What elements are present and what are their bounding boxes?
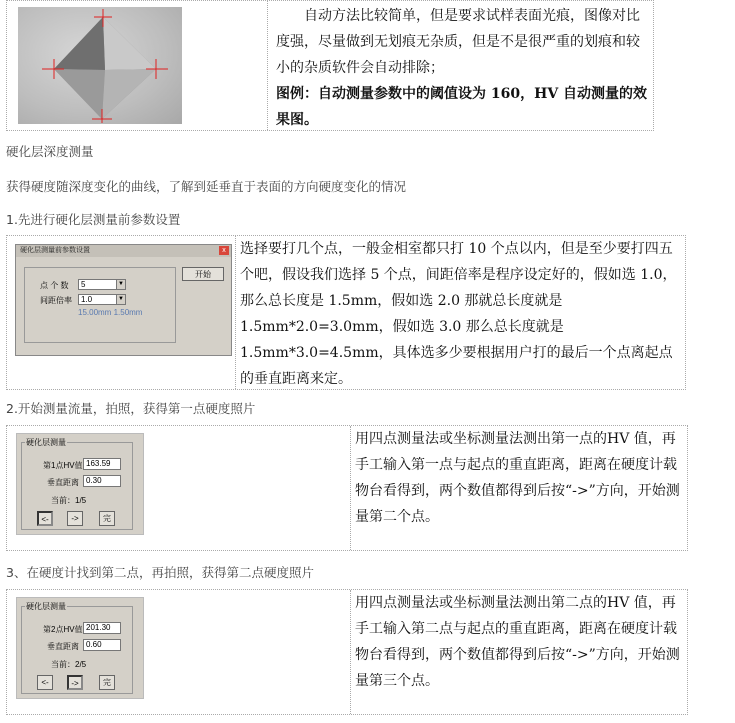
ratio-label: 间距倍率 (40, 296, 72, 305)
start-button[interactable]: 开始 (182, 267, 224, 281)
step3-heading: 3、在硬度计找到第二点，再拍照，获得第二点硬度照片 (6, 565, 314, 580)
next-button[interactable]: -> (67, 675, 83, 690)
indentation-image (18, 7, 182, 124)
step1-text: 选择要打几个点，一般金相室都只打 10 个点以内，但是至少要打四五个吧，假设我们选择 5 个点，间距倍率是程序设定好的，假如选 1.0，那么总长度是 1.5mm，假如选 2.0 那就总长度就是 1.5mm*2.0=3.0mm，假如选 3.0 那么总长度就是 1.5mm*3.0=4.5mm，具体选多少要根据用户打的最后一个点离起点的垂直距离来定。 (240, 241, 677, 387)
done-button[interactable]: 完 (99, 511, 115, 526)
hv-input[interactable]: 201.30 (83, 622, 121, 634)
prev-button[interactable]: <- (37, 675, 53, 690)
section-title: 硬化层深度测量 (6, 144, 94, 159)
prev-button[interactable]: <- (37, 511, 53, 526)
section-intro: 获得硬度随深度变化的曲线，了解到延垂直于表面的方向硬度变化的情况 (6, 179, 407, 194)
distance-label: 垂直距离 (47, 478, 79, 487)
chevron-down-icon: ▼ (116, 280, 125, 289)
block1-bold-text: 图例：自动测量参数中的阈值设为 160，HV 自动测量的效果图。 (276, 86, 648, 128)
step1-heading: 1.先进行硬化层测量前参数设置 (6, 212, 181, 227)
block1-text: 自动方法比较简单，但是要求试样表面光痕，图像对比度强，尽量做到无划痕无杂质，但是不是很严重的划痕和较小的杂质软件会自动排除； (276, 8, 640, 76)
ratio-value: 1.0 (81, 295, 93, 304)
close-icon[interactable]: x (219, 246, 229, 255)
group-label: 硬化层测量 (26, 438, 66, 447)
chevron-down-icon: ▼ (116, 295, 125, 304)
step2-heading: 2.开始测量流量，拍照，获得第一点硬度照片 (6, 401, 256, 416)
current-count: 当前：1/5 (51, 496, 87, 505)
step2-text: 用四点测量法或坐标测量法测出第一点的HV 值，再手工输入第一点与起点的重直距离，距离在硬度计载物台看得到，两个数值都得到后按“->”方向，开始测量第二个点。 (355, 431, 680, 525)
param-dialog (15, 244, 232, 356)
done-button[interactable]: 完 (99, 675, 115, 690)
points-value: 5 (81, 280, 86, 289)
dialog-title: 硬化层测量前参数设置 (16, 245, 231, 257)
length-text: 15.00mm 1.50mm (78, 308, 143, 317)
current-count: 当前：2/5 (51, 660, 87, 669)
group-label: 硬化层测量 (26, 602, 66, 611)
measure-panel-1 (16, 433, 144, 535)
distance-input[interactable]: 0.30 (83, 475, 121, 487)
measure-panel-2 (16, 597, 144, 699)
hv-label: 第1点HV值 (43, 461, 83, 470)
points-label: 点 个 数 (40, 281, 69, 290)
points-select[interactable] (78, 279, 126, 290)
next-button[interactable]: -> (67, 511, 83, 526)
ratio-select[interactable] (78, 294, 126, 305)
distance-input[interactable]: 0.60 (83, 639, 121, 651)
indentation-micrograph (18, 7, 182, 124)
step3-text: 用四点测量法或坐标测量法测出第二点的HV 值，再手工输入第二点与起点的重直距离，距离在硬度计载物台看得到，两个数值都得到后按“->”方向，开始测量第三个点。 (355, 595, 680, 689)
hv-label: 第2点HV值 (43, 625, 83, 634)
hv-input[interactable]: 163.59 (83, 458, 121, 470)
distance-label: 垂直距离 (47, 642, 79, 651)
